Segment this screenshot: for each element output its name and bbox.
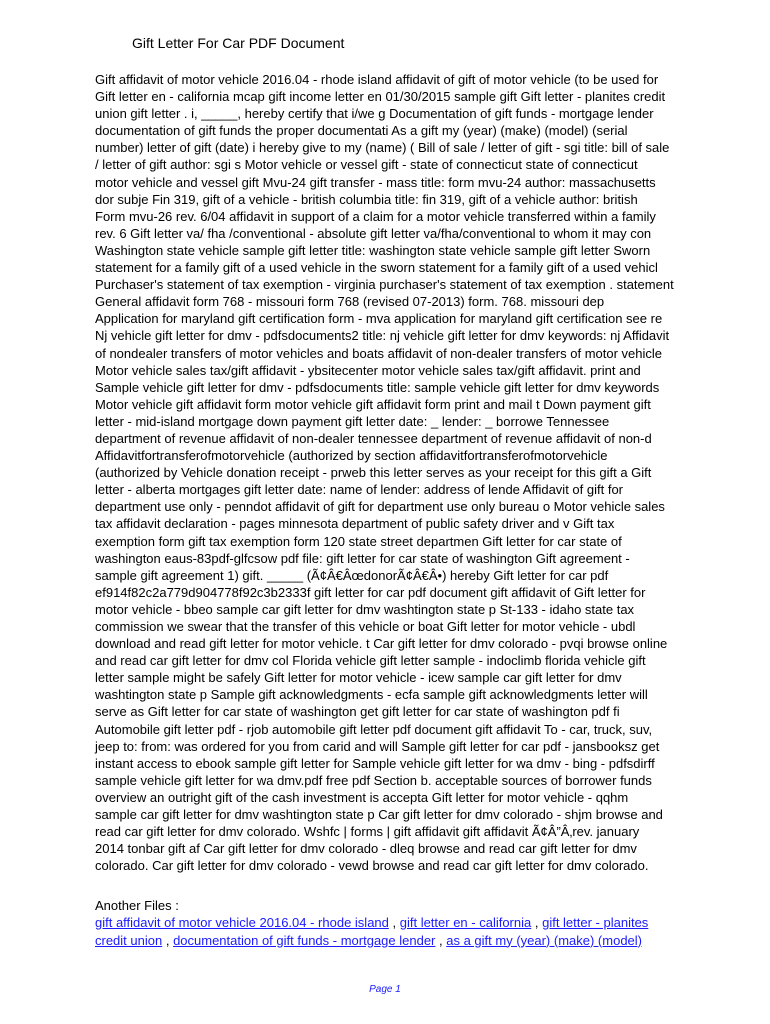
body-line: Affidavitfortransferofmotorvehicle (authorized by section affidavitfortransferofmotorvehicle — [95, 448, 608, 464]
body-line: department of revenue affidavit of non-dealer tennessee department of revenue affidavit of non-d — [95, 430, 652, 446]
body-line: and read car gift letter for dmv col Florida vehicle gift letter sample - indoclimb florida vehicle gift — [95, 653, 646, 669]
body-line: number) letter of gift (date) i hereby give to my (name) ( Bill of sale / letter of gift - sgi title: bill of sale — [95, 140, 670, 156]
body-line: motor vehicle and vessel gift Mvu-24 gift transfer - mass title: form mvu-24 author: massachusetts — [95, 174, 656, 190]
file-link[interactable]: gift letter en - california — [399, 915, 532, 930]
file-link[interactable]: documentation of gift funds - mortgage lender — [173, 932, 436, 948]
body-line: Application for maryland gift certification form - mva application for maryland gift certification see re — [95, 311, 663, 327]
body-line: read car gift letter for dmv colorado. Wshfc | forms | gift affidavit gift affidavit Ã¢Â”Â‚rev. january — [95, 824, 640, 840]
body-line: ef914f82c2a779d904778f92c3b2333f gift letter for car pdf document gift affidavit of Gift letter for — [95, 584, 646, 600]
link-separator: , — [162, 932, 174, 948]
body-line: overview an outright gift of the cash investment is accepta Gift letter for motor vehicle - qqhm — [95, 789, 629, 805]
body-line: tax affidavit declaration - pages minnesota department of public safety driver and v Gift tax — [95, 516, 615, 532]
body-line: sample car gift letter for dmv washtington state p Car gift letter for dmv colorado - shjm browse and — [95, 807, 663, 823]
body-line: rev. 6 Gift letter va/ fha /conventional - absolute gift letter va/fha/conventional to whom it may con — [95, 225, 652, 241]
body-line: (authorized by Vehicle donation receipt - prweb this letter serves as your receipt for this gift a Gift — [95, 465, 652, 481]
body-line: jeep to: from: was ordered for you from carid and will Sample gift letter for car pdf - jansbooksz get — [95, 738, 660, 754]
file-link[interactable]: credit union — [95, 932, 163, 948]
body-line: Motor vehicle sales tax/gift affidavit - ybsitecenter motor vehicle sales tax/gift affidavit. print and — [95, 362, 641, 378]
body-line: Washington state vehicle sample gift letter title: washington state vehicle sample gift letter Sworn — [95, 242, 651, 258]
body-line: of nondealer transfers of motor vehicles and boats affidavit of non-dealer transfers of motor vehicle — [95, 345, 663, 361]
body-line: Nj vehicle gift letter for dmv - pdfsdocuments2 title: nj vehicle gift letter for dmv keywords: nj Affidavit — [95, 328, 670, 344]
body-line: Automobile gift letter pdf - rjob automobile gift letter pdf document gift affidavit To - car, truck, suv, — [95, 721, 653, 737]
body-line: letter - mid-island mortgage down payment gift letter date: _ lender: _ borrowe Tennessee — [95, 413, 610, 429]
link-separator: , — [531, 915, 543, 930]
body-line: 2014 tonbar gift af Car gift letter for dmv colorado - dleq browse and read car gift letter for dmv — [95, 841, 637, 857]
body-line: Gift affidavit of motor vehicle 2016.04 - rhode island affidavit of gift of motor vehicle (to be used for — [95, 72, 659, 87]
body-line: statement for a family gift of a used vehicle in the sworn statement for a family gift of a used vehicl — [95, 260, 658, 276]
file-link[interactable]: gift affidavit of motor vehicle 2016.04 - rhode island — [95, 915, 389, 930]
links-line-2 — [95, 932, 735, 950]
body-line: documentation of gift funds the proper documentati As a gift my (year) (make) (model) (serial — [95, 123, 628, 139]
body-line: commission we swear that the transfer of this vehicle or boat Gift letter for motor vehicle - ubdl — [95, 619, 636, 634]
body-line: colorado. Car gift letter for dmv colorado - vewd browse and read car gift letter for dmv colorado. — [95, 858, 649, 874]
body-line: instant access to ebook sample gift letter for Sample vehicle gift letter for wa dmv - bing - pdfsdirff — [95, 755, 655, 771]
body-line: washington eaus-83pdf-glfcsow pdf file: gift letter for car state of washington Gift agreement - — [95, 550, 630, 566]
body-line: Motor vehicle gift affidavit form motor vehicle gift affidavit form print and mail t Down payment gift — [95, 396, 651, 412]
document-title: Gift Letter For Car PDF Document — [132, 35, 345, 51]
body-line: download and read gift letter for motor vehicle. t Car gift letter for dmv colorado - pvqi browse online — [95, 636, 668, 652]
link-separator: , — [388, 915, 400, 930]
body-line: exemption form gift tax exemption form 120 state street departmen Gift letter for car state of — [95, 533, 622, 549]
body-line: Sample vehicle gift letter for dmv - pdfsdocuments title: sample vehicle gift letter for dmv keywords — [95, 379, 660, 395]
body-line: washtington state p Sample gift acknowledgments - ecfa sample gift acknowledgments letter will — [95, 687, 648, 703]
body-line: union gift letter . i, _____, hereby certify that i/we g Documentation of gift funds - mortgage lender — [95, 106, 654, 122]
body-line: letter - alberta mortgages gift letter date: name of lender: address of lende Affidavit of gift for — [95, 482, 623, 498]
document-body — [95, 71, 735, 874]
body-line: / letter of gift author: sgi s Motor vehicle or vessel gift - state of connecticut state of connecticut — [95, 157, 638, 173]
body-line: Gift letter en - california mcap gift income letter en 01/30/2015 sample gift Gift letter - planites credit — [95, 89, 666, 105]
body-line: motor vehicle - bbeo sample car gift letter for dmv washtington state p St-133 - idaho state tax — [95, 601, 635, 617]
link-separator: , — [435, 932, 447, 948]
body-line: General affidavit form 768 - missouri form 768 (revised 07-2013) form. 768. missouri dep — [95, 294, 605, 310]
body-line: Form mvu-26 rev. 6/04 affidavit in support of a claim for a motor vehicle transferred within a family — [95, 208, 656, 224]
body-line: sample gift agreement 1) gift. _____ (Ã¢Â€ÂœdonorÃ¢Â€Â•) hereby Gift letter for car pdf — [95, 567, 609, 583]
body-line: letter sample might be safely Gift letter for motor vehicle - icew sample car gift letter for dmv — [95, 670, 622, 686]
body-line: department use only - penndot affidavit of gift for department use only bureau o Motor vehicle sales — [95, 499, 665, 515]
links-line-1 — [95, 914, 735, 932]
body-line: Purchaser's statement of tax exemption - virginia purchaser's statement of tax exemption . statement — [95, 277, 674, 293]
file-link[interactable]: gift letter - planites — [542, 915, 649, 930]
page-number: Page 1 — [369, 984, 401, 995]
body-line: sample vehicle gift letter for wa dmv.pdf free pdf Section b. acceptable sources of borrower funds — [95, 772, 652, 788]
file-link[interactable]: as a gift my (year) (make) (model) — [446, 932, 642, 948]
body-line: dor subje Fin 319, gift of a vehicle - british columbia title: fin 319, gift of a vehicle author: british — [95, 191, 638, 207]
another-files-links — [95, 914, 735, 949]
body-line: serve as Gift letter for car state of washington get gift letter for car state of washington pdf fi — [95, 704, 620, 720]
another-files-heading: Another Files : — [95, 898, 179, 913]
